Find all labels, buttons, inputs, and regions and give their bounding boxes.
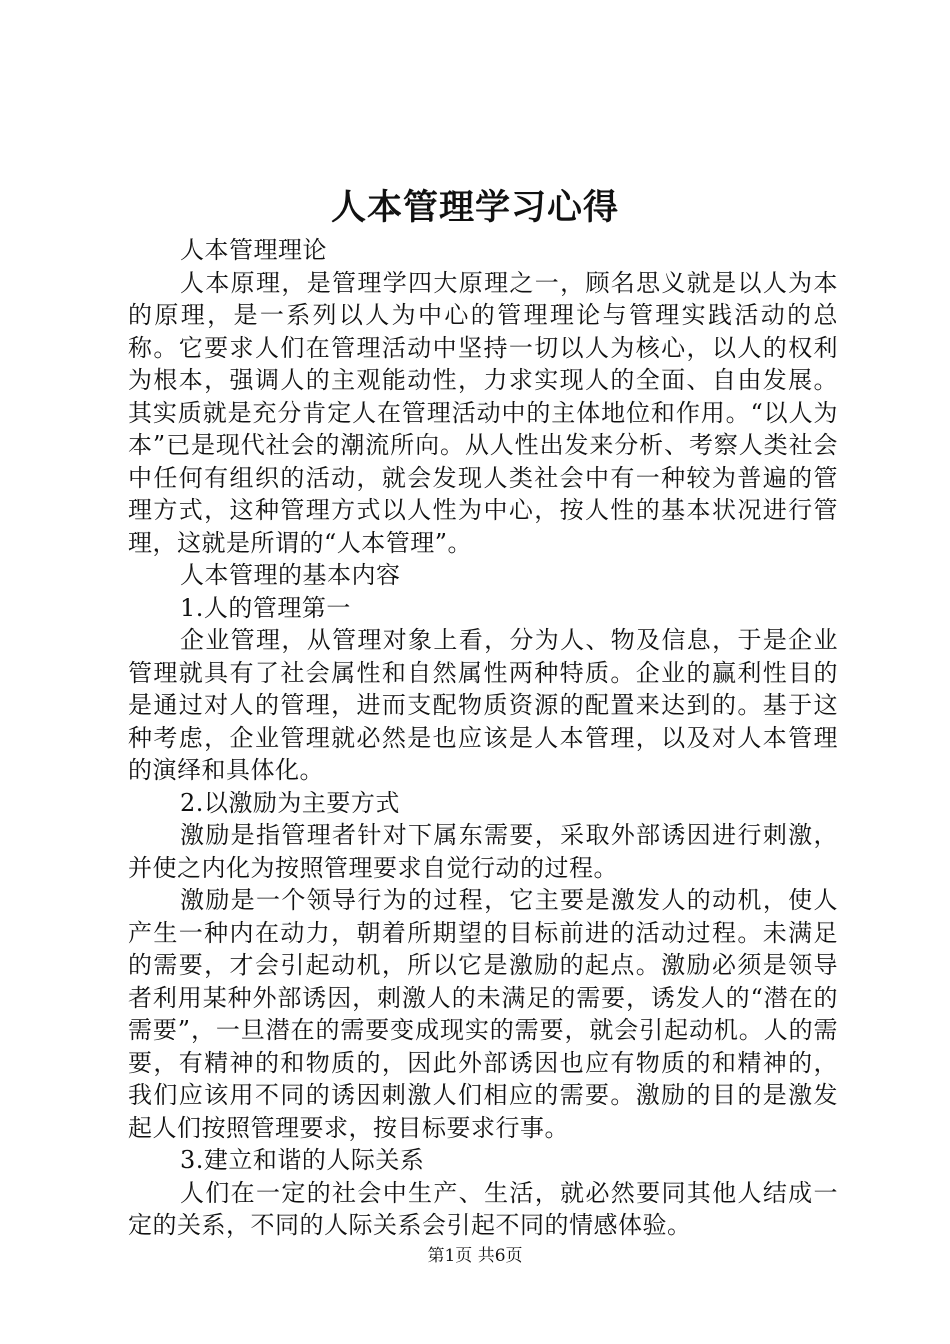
document-title: 人本管理学习心得 [330, 187, 619, 228]
document-body [128, 234, 838, 1242]
section-heading-theory: 人本管理理论 [180, 236, 327, 264]
paragraph-humanistic-principle: 人本原理，是管理学四大原理之一，顾名思义就是以人为本的原理，是一系列以人为中心的管理理论与管理实践活动的总称。它要求人们在管理活动中坚持一切以人为核心，以人的权利为根本，强调人的主观能动性，力求实现人的全面、自由发展。其实质就是充分肯定人在管理活动中的主体地位和作用。“以人为本”已是现代社会的潮流所向。从人性出发来分析、考察人类社会中任何有组织的活动，就会发现人类社会中有一种较为普遍的管理方式，这种管理方式以人性为中心，按人性的基本状况进行管理，这就是所谓的“人本管理”。 [128, 268, 838, 557]
page-number-footer: 第1页 共6页 [427, 1246, 523, 1266]
paragraph-incentive-process: 激励是一个领导行为的过程，它主要是激发人的动机，使人产生一种内在动力，朝着所期望的目标前进的活动过程。未满足的需要，才会引起动机，所以它是激励的起点。激励必须是领导者利用某种外部诱因，刺激人的未满足的需要，诱发人的“潜在的需要”，一旦潜在的需要变成现实的需要，就会引起动机。人的需要，有精神的和物质的，因此外部诱因也应有物质的和精神的，我们应该用不同的诱因刺激人们相应的需要。激励的目的是激发起人们按照管理要求，按目标要求行事。 [128, 886, 838, 1142]
subheading-people-first: 1.人的管理第一 [180, 593, 351, 622]
paragraph-relationships: 人们在一定的社会中生产、生活，就必然要同其他人结成一定的关系，不同的人际关系会引起不同的情感体验。 [128, 1178, 838, 1239]
subheading-relationships: 3.建立和谐的人际关系 [180, 1146, 425, 1174]
section-heading-basic-content: 人本管理的基本内容 [180, 561, 401, 589]
paragraph-enterprise-management: 企业管理，从管理对象上看，分为人、物及信息，于是企业管理就具有了社会属性和自然属性两种特质。企业的赢利性目的是通过对人的管理，进而支配物质资源的配置来达到的。基于这种考虑，企业管理就必然是也应该是人本管理，以及对人本管理的演绎和具体化。 [128, 626, 838, 784]
subheading-incentive: 2.以激励为主要方式 [180, 788, 400, 817]
paragraph-incentive-definition: 激励是指管理者针对下属东需要，采取外部诱因进行刺激，并使之内化为按照管理要求自觉行动的过程。 [128, 821, 838, 882]
